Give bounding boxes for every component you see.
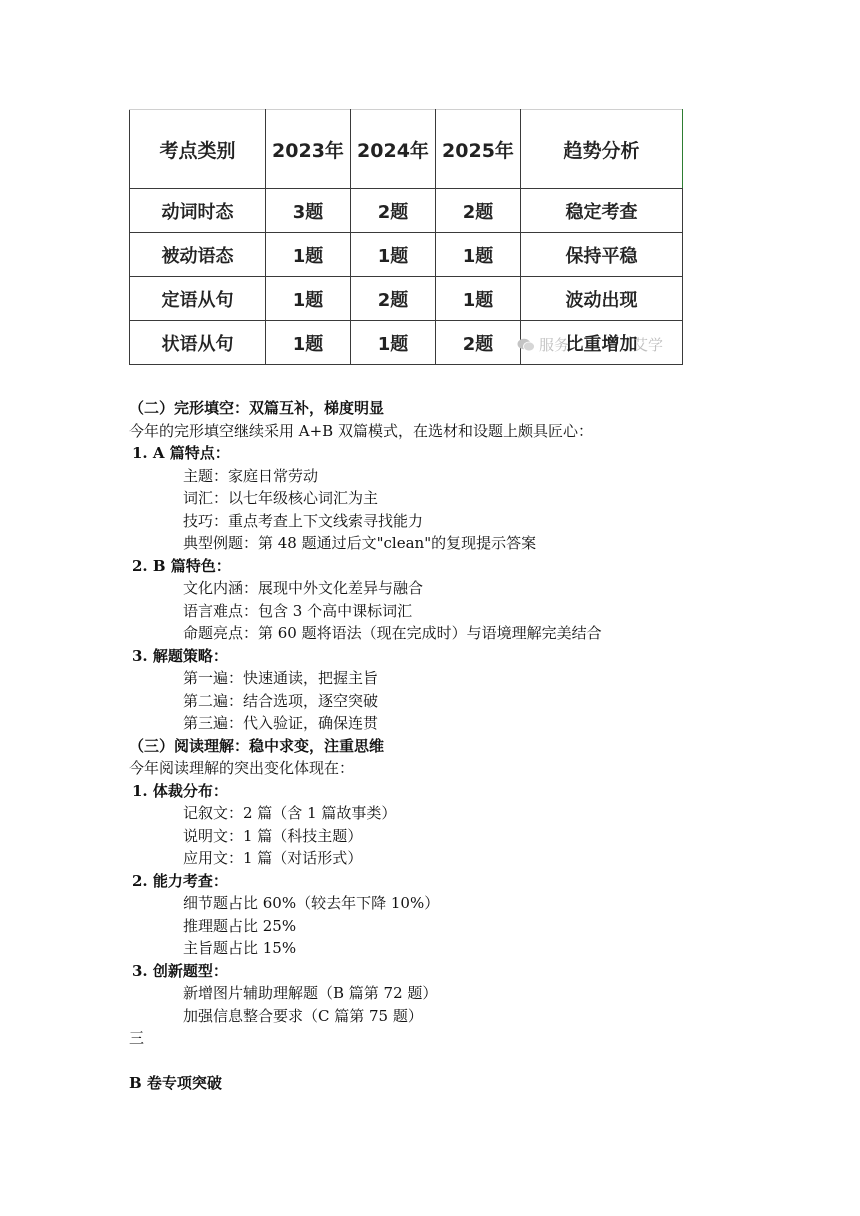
list-heading: 1. 体裁分布： (132, 781, 228, 800)
table-cell: 2题 (351, 189, 436, 233)
list-heading: 1. A 篇特点： (132, 444, 230, 462)
table-cell: 状语从句 (130, 321, 266, 365)
table-cell: 3题 (266, 189, 351, 233)
table-cell: 1题 (351, 321, 436, 365)
table-cell: 定语从句 (130, 277, 266, 321)
list-item: 第二遍：结合选项，逐空突破 (183, 691, 379, 710)
table-header-cell: 2024年 (351, 110, 436, 189)
table-row (130, 189, 683, 233)
section-heading: B 卷专项突破 (129, 1073, 222, 1092)
list-item: 文化内涵：展现中外文化差异与融合 (183, 579, 424, 597)
table-header-cell: 趋势分析 (521, 110, 683, 189)
list-item: 命题亮点：第 60 题将语法（现在完成时）与语境理解完美结合 (183, 624, 602, 642)
list-item: 技巧：重点考查上下文线索寻找能力 (183, 511, 424, 530)
list-heading: 2. 能力考查： (132, 871, 228, 890)
table-cell: 1题 (266, 277, 351, 321)
list-item: 典型例题：第 48 题通过后文"clean"的复现提示答案 (183, 534, 537, 552)
table-row (130, 233, 683, 277)
list-item: 推理题占比 25% (183, 916, 297, 935)
table-cell: 1题 (351, 233, 436, 277)
watermark-text: 艾学 (633, 336, 664, 354)
table-cell: 1题 (266, 233, 351, 277)
table-cell: 2题 (436, 189, 521, 233)
list-item: 加强信息整合要求（C 篇第 75 题） (183, 1006, 423, 1025)
list-heading: 3. 解题策略： (132, 646, 228, 665)
table-header-cell: 2023年 (266, 110, 351, 189)
table-cell: 被动语态 (130, 233, 266, 277)
document-body (129, 397, 819, 1094)
wechat-icon (517, 338, 535, 352)
table-cell: 2题 (436, 321, 521, 365)
list-item: 第三遍：代入验证，确保连贯 (183, 714, 379, 732)
table-header-cell: 2025年 (436, 110, 521, 189)
watermark (517, 334, 663, 355)
table-cell: 比重增加 (521, 321, 683, 365)
list-item: 主题：家庭日常劳动 (183, 466, 319, 485)
section-heading: （三）阅读理解：稳中求变，注重思维 (129, 736, 385, 755)
trend-table-image (129, 109, 682, 365)
table-cell: 稳定考查 (521, 189, 683, 233)
table-cell: 动词时态 (130, 189, 266, 233)
list-item: 词汇：以七年级核心词汇为主 (183, 489, 379, 507)
table-header-cell: 考点类别 (130, 110, 266, 189)
trend-table (129, 109, 683, 365)
list-item: 语言难点：包含 3 个高中课标词汇 (183, 601, 413, 620)
table-cell: 1题 (266, 321, 351, 365)
list-item: 新增图片辅助理解题（B 篇第 72 题） (183, 984, 438, 1002)
paragraph: 今年的完形填空继续采用 A+B 双篇模式，在选材和设题上颇具匠心： (129, 421, 593, 440)
table-cell: 1题 (436, 277, 521, 321)
list-item: 记叙文：2 篇（含 1 篇故事类） (183, 804, 397, 822)
paragraph: 三 (129, 1029, 145, 1047)
list-heading: 3. 创新题型： (132, 961, 228, 980)
list-item: 主旨题占比 15% (183, 939, 297, 957)
table-row (130, 277, 683, 321)
list-item: 说明文：1 篇（科技主题） (183, 826, 363, 845)
list-heading: 2. B 篇特色： (132, 556, 231, 575)
list-item: 细节题占比 60%（较去年下降 10%） (183, 894, 440, 912)
list-item: 第一遍：快速通读，把握主旨 (183, 669, 379, 687)
table-cell: 波动出现 (521, 277, 683, 321)
table-cell: 1题 (436, 233, 521, 277)
section-heading: （二）完形填空：双篇互补，梯度明显 (129, 399, 385, 417)
list-item: 应用文：1 篇（对话形式） (183, 849, 363, 867)
table-cell: 保持平稳 (521, 233, 683, 277)
table-cell: 2题 (351, 277, 436, 321)
paragraph: 今年阅读理解的突出变化体现在： (129, 759, 355, 777)
watermark-text: 服务 (539, 336, 570, 354)
table-header-row (130, 110, 683, 189)
